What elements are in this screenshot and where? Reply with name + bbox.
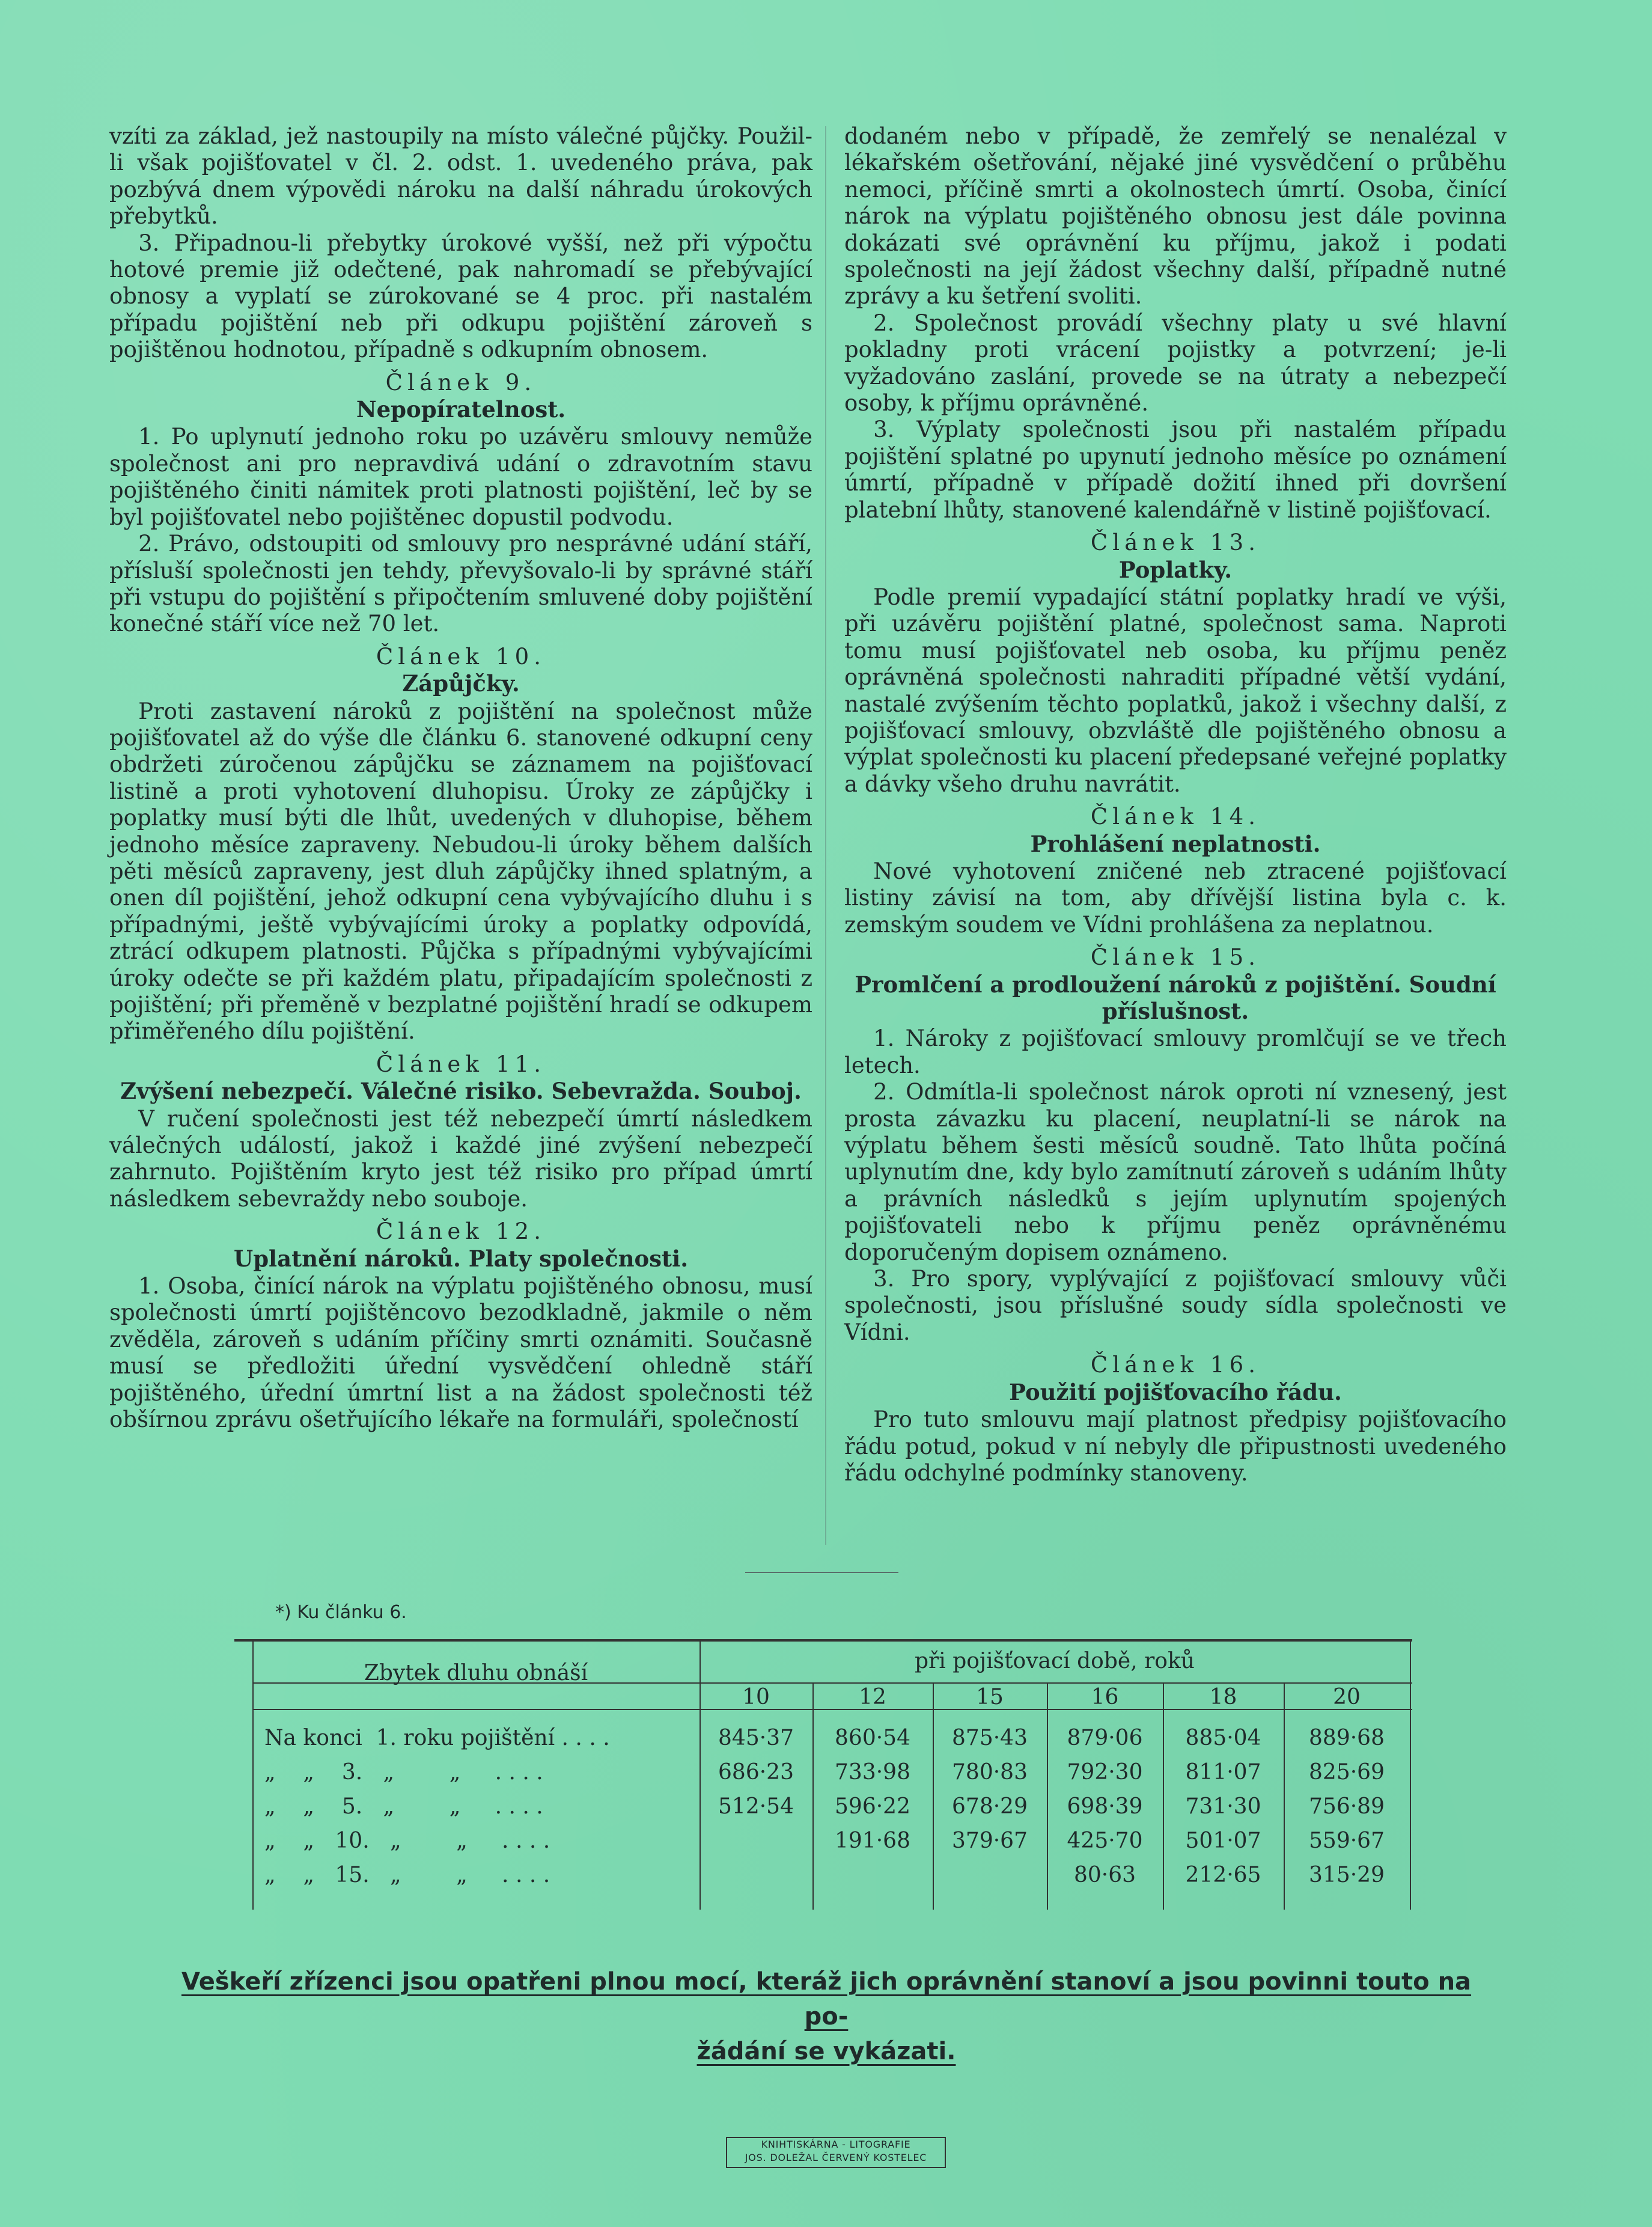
table-column-header: 12 — [859, 1685, 886, 1709]
article-title: Zvýšení nebezpečí. Válečné risiko. Sebevražda. Souboj. — [120, 1078, 802, 1105]
article-number: Článek 14. — [1090, 804, 1261, 830]
table-cell: 80·63 — [1073, 1863, 1136, 1887]
paragraph: 1. Nároky z pojišťovací smlouvy promlčují se ve třech letech. — [844, 1025, 1507, 1078]
table-rule — [1410, 1642, 1411, 1910]
article-number: Článek 16. — [1090, 1352, 1261, 1378]
paragraph: V ručení společnosti jest též nebezpečí úmrtí následkem válečných událostí, jakož i každé jiné zvýšení nebezpečí zahrnuto. Pojištěním kryto jest též risiko pro případ úmrtí následkem sebevraždy nebo souboje. — [109, 1105, 812, 1212]
paragraph: Pro tuto smlouvu mají platnost předpisy pojišťovacího řádu potud, pokud v ní nebyly dle připustnosti uvedeného řádu odchylné podmínky stanoveny. — [844, 1407, 1507, 1486]
paragraph: 1. Osoba, činící nárok na výplatu pojištěného obnosu, musí společnosti úmrtí pojištěncovo bezodkladně, jakmile o něm zvěděla, zároveň s udáním příčiny smrti oznámiti. Současně musí se předložiti úřední vysvědčení ohledně stáří pojištěného, úřední úmrtní list a na žádost společnosti též obšírnou zprávu ošetřujícího lékaře na formuláři, společností — [109, 1273, 812, 1433]
table-cell: 885·04 — [1185, 1726, 1261, 1750]
table-cell: 191·68 — [835, 1828, 910, 1853]
table-column-group: při pojišťovací době, roků — [915, 1649, 1195, 1673]
article-number: Článek 11. — [376, 1051, 546, 1077]
table-cell: 860·54 — [835, 1726, 910, 1750]
printer-stamp-line2: JOS. DOLEŽAL ČERVENÝ KOSTELEC — [745, 2152, 927, 2163]
paragraph: vzíti za základ, jež nastoupily na místo válečné půjčky. Použil-li však pojišťovatel v čl. 2. odst. 1. uvedeného práva, pak pozbývá dnem výpovědi nároku na další náhradu úrokových přebytků. — [109, 123, 812, 230]
table-row-label: Na konci 1. roku pojištění . . . . — [264, 1726, 610, 1750]
table-cell: 731·30 — [1185, 1794, 1261, 1819]
printer-stamp-line1: KNIHTISKÁRNA - LITOGRAFIE — [761, 2139, 911, 2150]
table-cell: 596·22 — [835, 1794, 910, 1819]
table-cell: 825·69 — [1309, 1760, 1385, 1785]
left-text-column — [109, 123, 812, 1434]
table-column-header: 16 — [1091, 1685, 1119, 1709]
table-cell: 425·70 — [1067, 1828, 1143, 1853]
paragraph: Podle premií vypadající státní poplatky hradí ve výši, při uzávěru pojištění platné, společnost sama. Naproti tomu musí pojišťovatel neb osoba, ku příjmu peněz oprávněná společnosti nahraditi případné větší vydání, nastalé zvýšením těchto poplatků, jakož i všechny další, z pojišťovací smlouvy, obzvláště dle pojištěného obnosu a výplat společnosti ku placení předepsané veřejné poplatky a dávky všeho druhu navrátit. — [844, 584, 1507, 797]
separator-line — [745, 1572, 898, 1573]
paragraph: Proti zastavení nároků z pojištění na společnost může pojišťovatel až do výše dle článku 6. stanovené odkupní ceny obdržeti zúročenou zápůjčku se záznamem na pojišťovací listině a proti vyhotovení dluhopisu. Úroky ze zápůjčky i poplatky musí býti dle lhůt, uvedených v dluhopise, během jednoho měsíce zapraveny. Nebudou-li úroky během dalších pěti měsíců zapraveny, jest dluh zápůjčky ihned splatným, a onen díl pojištění, jehož odkupní cena vybývajícího dluhu i s případnými, ještě vybývajícími úroky a poplatky odpovídá, ztrácí odkupem platnosti. Půjčka s případnými vybývajícími úroky odečte se při každém platu, připadajícím společnosti z pojištění; při přeměně v bezplatné pojištění hradí se odkupem přiměřeného dílu pojištění. — [109, 698, 812, 1045]
table-cell: 875·43 — [952, 1726, 1028, 1750]
paragraph: 2. Právo, odstoupiti od smlouvy pro nesprávné udání stáří, přísluší společnosti jen tehdy, převyšovalo-li by správné stáří při vstupu do pojištění s připočtením smluvené doby pojištění konečné stáří více než 70 let. — [109, 531, 812, 637]
table-column-header: 15 — [976, 1685, 1004, 1709]
authorization-note-line2: žádání se vykázati. — [696, 2038, 956, 2065]
column-divider — [825, 126, 826, 1545]
table-cell: 879·06 — [1067, 1726, 1143, 1750]
article-title: Nepopíratelnost. — [356, 396, 566, 423]
table-cell: 678·29 — [952, 1794, 1028, 1819]
article-title: Uplatnění nároků. Platy společnosti. — [233, 1245, 689, 1272]
loan-balance-table — [234, 1639, 1412, 1910]
article-number: Článek 12. — [376, 1218, 546, 1245]
paragraph: 3. Pro spory, vyplývající z pojišťovací smlouvy vůči společnosti, jsou příslušné soudy sídla společnosti ve Vídni. — [844, 1266, 1507, 1345]
table-row-label: „ „ 15. „ „ . . . . — [264, 1863, 550, 1887]
paragraph: 3. Připadnou-li přebytky úrokové vyšší, než při výpočtu hotové premie již odečtené, pak nahromadí se přebývající obnosy a vyplatí se zúrokované se 4 proc. při nastalém případu pojištění neb při odkupu pojištění zároveň s pojištěnou hodnotou, případně s odkupním obnosem. — [109, 230, 812, 363]
paragraph: 1. Po uplynutí jednoho roku po uzávěru smlouvy nemůže společnost ani pro nepravdivá udání o zdravotním stavu pojištěného činiti námitek proti platnosti pojištění, leč by se byl pojišťovatel nebo pojištěnec dopustil podvodu. — [109, 424, 812, 530]
table-column-header: 20 — [1333, 1685, 1361, 1709]
article-title: Poplatky. — [1118, 556, 1233, 583]
authorization-note-line1: Veškeří zřízenci jsou opatřeni plnou mocí, kteráž jich oprávnění stanoví a jsou povinni touto na po- — [181, 1968, 1472, 2030]
table-cell: 379·67 — [952, 1828, 1028, 1853]
paragraph: 2. Odmítla-li společnost nárok oproti ní vznesený, jest prosta závazku ku placení, neuplatní-li se nárok na výplatu během šesti měsíců soudně. Tato lhůta počíná uplynutím dne, kdy bylo zamítnutí zároveň s udáním lhůty a právních následků s jejím uplynutím spojených pojišťovateli nebo k příjmu peněz oprávněnému doporučeným dopisem oznámeno. — [844, 1079, 1507, 1265]
table-row-label: „ „ 3. „ „ . . . . — [264, 1760, 543, 1785]
table-cell: 686·23 — [718, 1760, 794, 1785]
article-title: Zápůjčky. — [402, 670, 520, 697]
table-cell: 501·07 — [1185, 1828, 1261, 1853]
printer-stamp — [726, 2137, 946, 2168]
table-column-header: 10 — [742, 1685, 770, 1709]
table-cell: 733·98 — [835, 1760, 910, 1785]
table-row-header: Zbytek dluhu obnáší — [364, 1661, 588, 1685]
right-text-column — [844, 123, 1507, 1486]
article-title: Prohlášení neplatnosti. — [1030, 830, 1321, 857]
table-row-label: „ „ 10. „ „ . . . . — [264, 1828, 550, 1853]
article-number: Článek 10. — [376, 643, 546, 670]
table-row-label: „ „ 5. „ „ . . . . — [264, 1794, 543, 1819]
footnote: *) Ku článku 6. — [275, 1602, 407, 1623]
table-cell: 698·39 — [1067, 1794, 1143, 1819]
paragraph: dodaném nebo v případě, že zemřelý se nenalézal v lékařském ošetřování, nějaké jiné vysvědčení o průběhu nemoci, příčině smrti a okolnostech úmrtí. Osoba, činící nárok na výplatu pojištěného obnosu jest dále povinna dokázati své oprávnění ku příjmu, jakož i podati společnosti na její žádost všechny další, případně nutné zprávy a ku šetření svoliti. — [844, 123, 1507, 310]
table-cell: 792·30 — [1067, 1760, 1143, 1785]
paragraph: 3. Výplaty společnosti jsou při nastalém případu pojištění splatné po upynutí jednoho měsíce po oznámení úmrtí, případně v případě dožití ihned při dovršení platební lhůty, stanovené kalendářně v listině pojišťovací. — [844, 417, 1507, 523]
article-number: Článek 13. — [1090, 530, 1261, 556]
table-column-header: 18 — [1209, 1685, 1237, 1709]
table-cell: 512·54 — [718, 1794, 794, 1819]
article-number: Článek 9. — [385, 369, 537, 396]
article-title: Použití pojišťovacího řádu. — [1009, 1378, 1342, 1405]
table-cell: 756·89 — [1309, 1794, 1385, 1819]
table-cell: 811·07 — [1185, 1760, 1261, 1785]
table-cell: 559·67 — [1309, 1828, 1385, 1853]
article-title: Promlčení a prodloužení nároků z pojištění. Soudní příslušnost. — [855, 971, 1496, 1024]
paragraph: 2. Společnost provádí všechny platy u své hlavní pokladny proti vrácení pojistky a potvrzení; je-li vyžadováno zaslání, provede se na útraty a nebezpečí osoby, k příjmu oprávněné. — [844, 310, 1507, 417]
table-cell: 780·83 — [952, 1760, 1028, 1785]
table-cell: 889·68 — [1309, 1726, 1385, 1750]
article-number: Článek 15. — [1090, 944, 1261, 971]
paragraph: Nové vyhotovení zničené neb ztracené pojišťovací listiny závisí na tom, aby dřívější listina byla c. k. zemským soudem ve Vídni prohlášena za neplatnou. — [844, 858, 1507, 938]
table-cell: 845·37 — [718, 1726, 794, 1750]
table-cell: 212·65 — [1185, 1863, 1261, 1887]
table-cell: 315·29 — [1309, 1863, 1385, 1887]
authorization-note — [174, 1964, 1478, 2069]
